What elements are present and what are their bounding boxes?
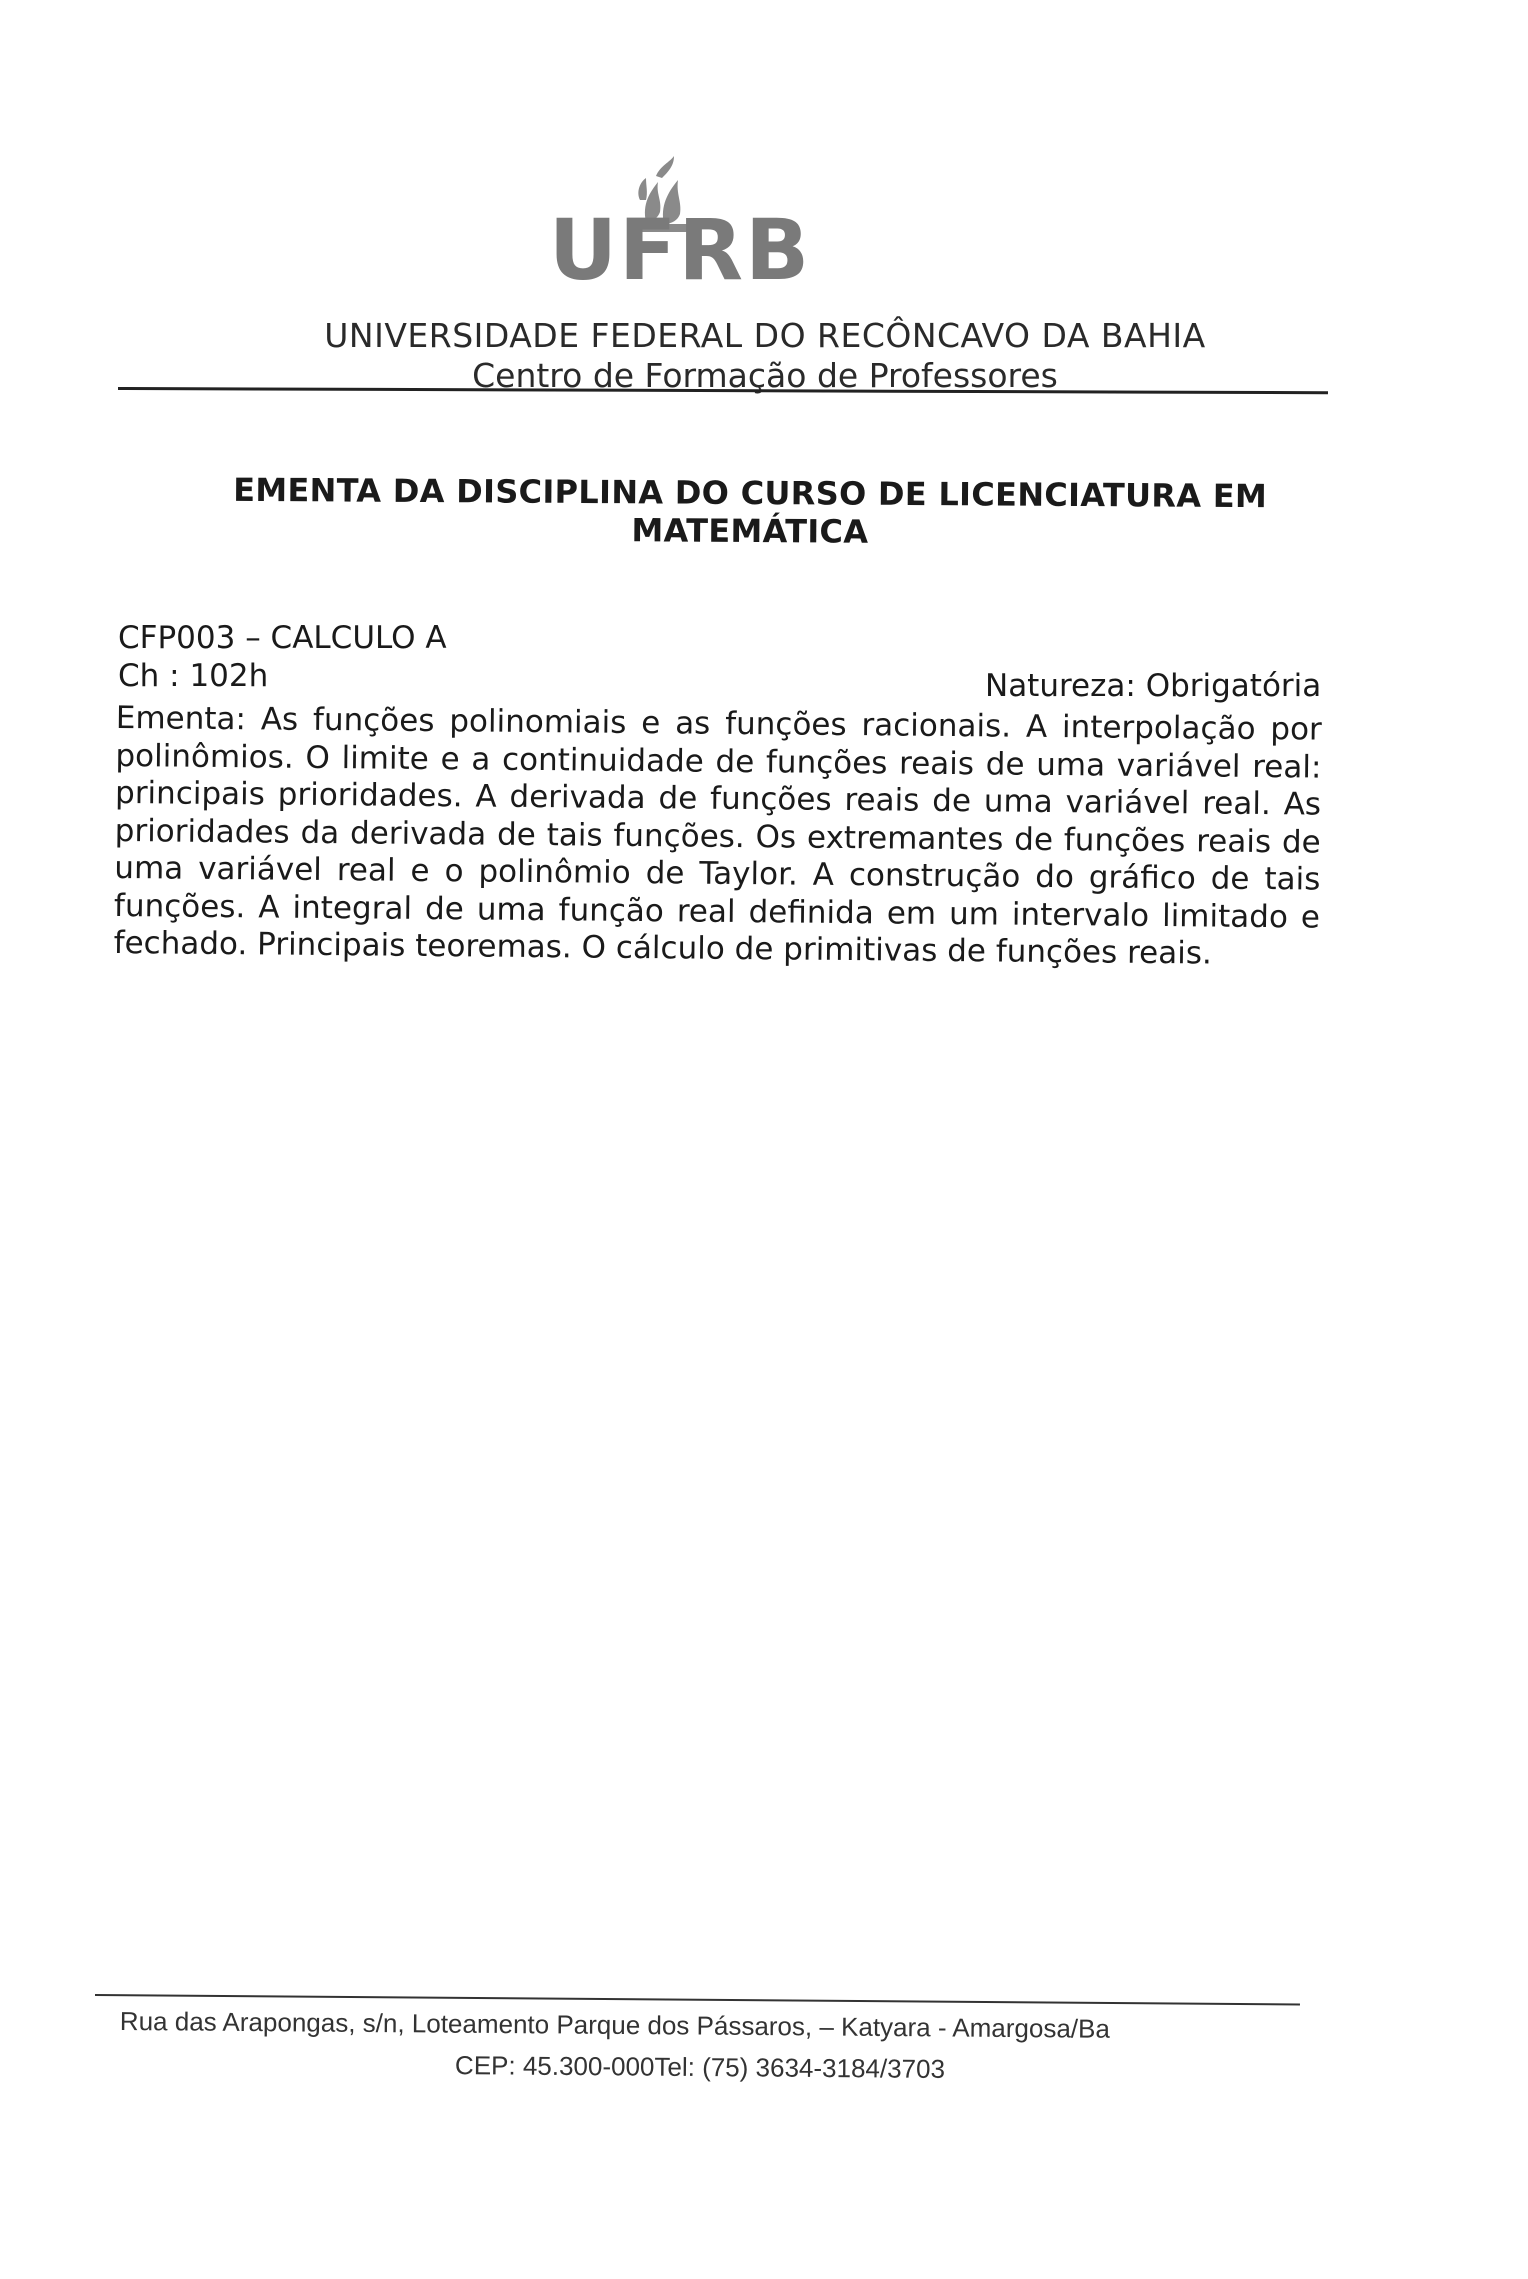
course-code: CFP003 – CALCULO A xyxy=(118,620,447,656)
footer-address: Rua das Arapongas, s/n, Loteamento Parque dos Pássaros, – Katyara - Amargosa/Ba xyxy=(119,2006,1111,2044)
document-title: EMENTA DA DISCIPLINA DO CURSO DE LICENCIATURA EM MATEMÁTICA xyxy=(233,470,1268,551)
course-nature: Natureza: Obrigatória xyxy=(985,668,1322,704)
footer-divider xyxy=(95,1994,1300,2005)
course-hours: Ch : 102h xyxy=(118,658,269,694)
university-name: UNIVERSIDADE FEDERAL DO RECÔNCAVO DA BAHIA xyxy=(324,316,1206,355)
course-syllabus: Ementa: As funções polinomiais e as funções racionais. A interpolação por polinômios. O limite e a continuidade de funções reais de uma variável real: principais prioridades. A derivada de funções reais de uma variável real. As prioridades da derivada de tais funções. Os extremantes de funções reais de uma variável real e o polinômio de Taylor. A construção do gráfico de tais funções. A integral de uma função real definida em um intervalo limitado e fechado. Principais teoremas. O cálculo de primitivas de funções reais. xyxy=(113,700,1322,972)
logo-wordmark: UFRB xyxy=(548,201,812,299)
center-name: Centro de Formação de Professores xyxy=(472,356,1058,395)
footer-contact: CEP: 45.300-000Tel: (75) 3634-3184/3703 xyxy=(454,2050,946,2084)
